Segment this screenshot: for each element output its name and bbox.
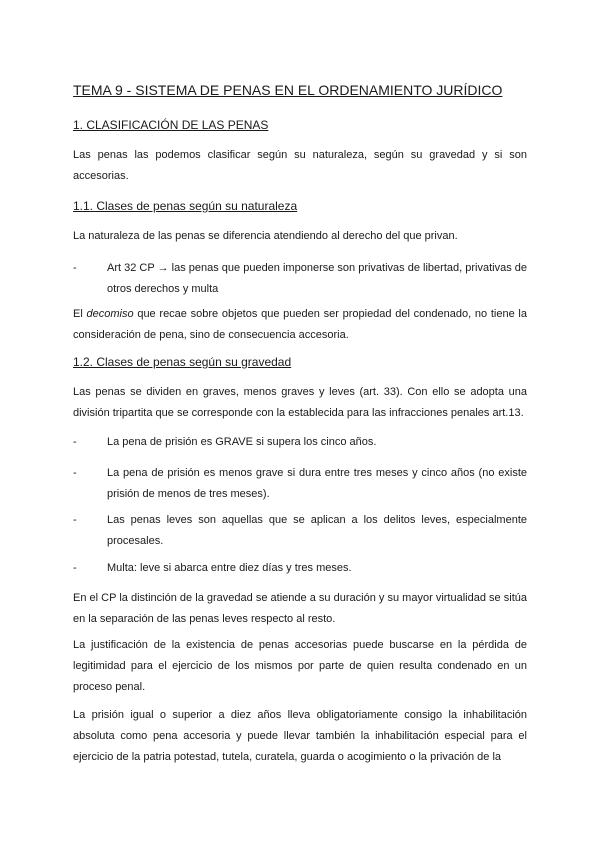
paragraph-distincion: En el CP la distinción de la gravedad se atiende a su duración y su mayor virtualidad se sitúa en la separación de las penas leves respecto al resto. — [73, 592, 527, 625]
bullet-marker: - — [73, 467, 77, 479]
list-item-text: Art 32 CP → las penas que pueden imponerse son privativas de libertad, privativas de otros derechos y multa — [107, 262, 527, 295]
list-item-text: La pena de prisión es GRAVE si supera los cinco años. — [107, 436, 377, 448]
paragraph-decomiso — [73, 304, 527, 346]
list-item — [73, 258, 527, 300]
document-title: TEMA 9 - SISTEMA DE PENAS EN EL ORDENAMIENTO JURÍDICO — [73, 82, 503, 98]
section-heading-clasificacion: 1. CLASIFICACIÓN DE LAS PENAS — [73, 118, 269, 132]
subsection-heading-gravedad: 1.2. Clases de penas según su gravedad — [73, 355, 292, 369]
bullet-marker: - — [73, 436, 77, 448]
bullet-marker: - — [73, 514, 77, 526]
emphasis-decomiso: decomiso — [86, 308, 134, 320]
list-item — [73, 558, 527, 579]
list-item — [73, 510, 527, 552]
paragraph-justificacion: La justificación de la existencia de penas accesorias puede buscarse en la pérdida de legitimidad para el ejercicio de los mismos por parte de quien resulta condenado en un proceso penal. — [73, 639, 527, 693]
list-item-text: Las penas leves son aquellas que se aplican a los delitos leves, especialmente procesales. — [107, 514, 527, 547]
bullet-marker: - — [73, 562, 77, 574]
paragraph-intro: Las penas las podemos clasificar según su naturaleza, según su gravedad y si son accesorias. — [73, 149, 527, 182]
list-item-text: Multa: leve si abarca entre diez días y tres meses. — [107, 562, 352, 574]
paragraph-prision: La prisión igual o superior a diez años lleva obligatoriamente consigo la inhabilitación absoluta como pena accesoria y puede llevar también la inhabilitación especial para el ejercicio de la patria potestad, tutela, curatela, guarda o acogimiento o la privación de la — [73, 709, 527, 763]
paragraph-text: El — [73, 308, 87, 320]
paragraph-naturaleza: La naturaleza de las penas se diferencia atendiendo al derecho del que privan. — [73, 230, 458, 242]
list-item — [73, 432, 527, 453]
bullet-marker: - — [73, 262, 77, 274]
list-item — [73, 463, 527, 505]
paragraph-gravedad: Las penas se dividen en graves, menos graves y leves (art. 33). Con ello se adopta una división tripartita que se corresponde con la establecida para las infracciones penales art.13. — [73, 386, 527, 419]
subsection-heading-naturaleza: 1.1. Clases de penas según su naturaleza — [73, 199, 298, 213]
list-item-text: La pena de prisión es menos grave si dura entre tres meses y cinco años (no existe prisión de menos de tres meses). — [107, 467, 527, 500]
paragraph-text: que recae sobre objetos que pueden ser propiedad del condenado, no tiene la consideración de pena, sino de consecuencia accesoria. — [73, 308, 527, 341]
